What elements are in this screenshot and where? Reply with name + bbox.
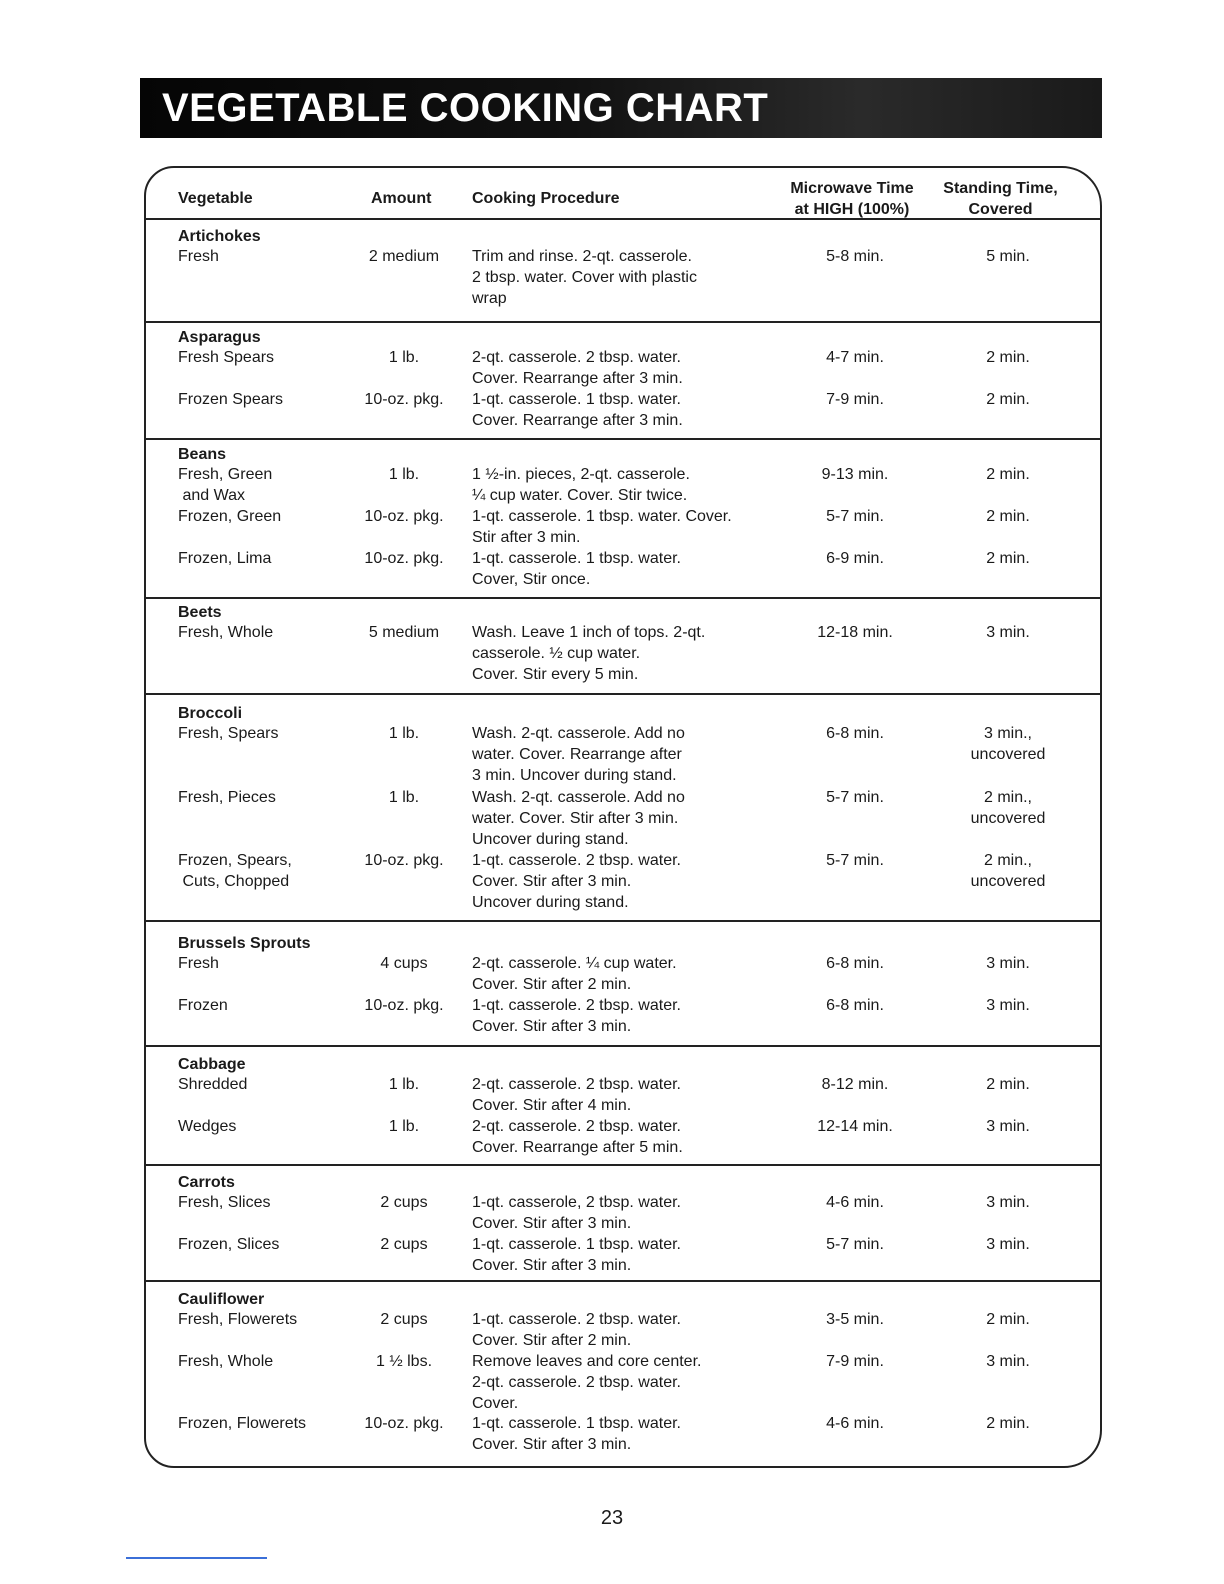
standing-time-cell: 2 min. [986, 1076, 1030, 1093]
procedure-line: 1-qt. casserole. 2 tbsp. water. [472, 1311, 681, 1328]
standing-time-cell: 2 min. [986, 466, 1030, 483]
vegetable-variety: Frozen, Slices [178, 1236, 280, 1253]
amount-cell: 1 lb. [388, 1118, 420, 1135]
procedure-line: 1-qt. casserole. 1 tbsp. water. Cover. [472, 508, 732, 525]
vegetable-variety: Fresh, Slices [178, 1194, 271, 1211]
amount-cell: 2 cups [380, 1194, 428, 1211]
procedure-line: Cover. Rearrange after 3 min. [472, 370, 683, 387]
standing-time-cell: 3 min. [986, 1118, 1030, 1135]
vegetable-variety: Frozen Spears [178, 391, 283, 408]
amount-cell: 1 lb. [388, 466, 420, 483]
procedure-line: 1-qt. casserole. 1 tbsp. water. [472, 1415, 681, 1432]
procedure-line: Cover. Stir after 3 min. [472, 1257, 632, 1274]
procedure-line: 2-qt. casserole. 2 tbsp. water. [472, 1118, 681, 1135]
procedure-line: 1-qt. casserole, 2 tbsp. water. [472, 1194, 681, 1211]
row-divider [144, 438, 1102, 440]
standing-time-cell: 2 min. [986, 1311, 1030, 1328]
procedure-line: casserole. ½ cup water. [472, 645, 641, 662]
header-vegetable: Vegetable [178, 190, 253, 207]
header-standing-line1: Standing Time, [943, 180, 1058, 197]
procedure-line: Cover. Stir after 2 min. [472, 1332, 632, 1349]
procedure-line: 1 ½-in. pieces, 2-qt. casserole. [472, 466, 690, 483]
procedure-line: water. Cover. Stir after 3 min. [472, 810, 679, 827]
vegetable-category: Broccoli [178, 705, 243, 722]
vegetable-variety: Frozen, Spears, [178, 852, 292, 869]
standing-time-cell: 3 min. [986, 624, 1030, 641]
procedure-line: Wash. 2-qt. casserole. Add no [472, 725, 685, 742]
procedure-line: 1-qt. casserole. 2 tbsp. water. [472, 852, 681, 869]
amount-cell: 1 lb. [388, 1076, 420, 1093]
vegetable-category: Beets [178, 604, 222, 621]
procedure-line: 1-qt. casserole. 2 tbsp. water. [472, 997, 681, 1014]
microwave-time-cell: 5-7 min. [826, 1236, 884, 1253]
vegetable-variety: Fresh [178, 955, 219, 972]
standing-time-cell: 3 min. [986, 1194, 1030, 1211]
standing-time-cell: 3 min. [986, 1236, 1030, 1253]
microwave-time-cell: 6-8 min. [826, 955, 884, 972]
microwave-time-cell: 12-14 min. [817, 1118, 893, 1135]
vegetable-variety: Frozen, Green [178, 508, 282, 525]
procedure-line: 1-qt. casserole. 1 tbsp. water. [472, 550, 681, 567]
microwave-time-cell: 4-6 min. [826, 1415, 884, 1432]
vegetable-variety: Fresh [178, 248, 219, 265]
procedure-line: 2 tbsp. water. Cover with plastic [472, 269, 697, 286]
amount-cell: 2 cups [380, 1236, 428, 1253]
microwave-time-cell: 4-7 min. [826, 349, 884, 366]
procedure-line: 2-qt. casserole. 2 tbsp. water. [472, 1374, 681, 1391]
row-divider [144, 693, 1102, 695]
vegetable-variety: Frozen, Lima [178, 550, 272, 567]
standing-time-cell: 2 min., [983, 789, 1032, 806]
procedure-line: Cover. Stir every 5 min. [472, 666, 639, 683]
microwave-time-cell: 12-18 min. [817, 624, 893, 641]
amount-cell: 10-oz. pkg. [364, 391, 444, 408]
procedure-line: 1-qt. casserole. 1 tbsp. water. [472, 391, 681, 408]
vegetable-variety: Fresh, Flowerets [178, 1311, 298, 1328]
procedure-line: Uncover during stand. [472, 894, 629, 911]
amount-cell: 1 lb. [388, 725, 420, 742]
header-standing-line2: Covered [968, 201, 1033, 218]
header-microwave-line2: at HIGH (100%) [794, 201, 910, 218]
standing-time-cell: 2 min. [986, 550, 1030, 567]
microwave-time-cell: 5-7 min. [826, 852, 884, 869]
procedure-line: Wash. 2-qt. casserole. Add no [472, 789, 685, 806]
amount-cell: 1 lb. [388, 349, 420, 366]
procedure-line: Remove leaves and core center. [472, 1353, 702, 1370]
procedure-line: Cover. Stir after 3 min. [472, 1436, 632, 1453]
procedure-line: Cover. Stir after 4 min. [472, 1097, 632, 1114]
vegetable-category: Brussels Sprouts [178, 935, 311, 952]
vegetable-category: Carrots [178, 1174, 235, 1191]
procedure-line: Wash. Leave 1 inch of tops. 2-qt. [472, 624, 706, 641]
row-divider [144, 597, 1102, 599]
procedure-line: Cover. Stir after 3 min. [472, 1018, 632, 1035]
vegetable-variety: Fresh, Pieces [178, 789, 276, 806]
standing-time-cell: 3 min. [986, 997, 1030, 1014]
standing-time-cell: 2 min. [986, 349, 1030, 366]
header-amount: Amount [371, 190, 432, 207]
microwave-time-cell: 7-9 min. [826, 391, 884, 408]
vegetable-category: Cabbage [178, 1056, 246, 1073]
standing-time-cell: 3 min. [986, 1353, 1030, 1370]
procedure-line: 2-qt. casserole. 2 tbsp. water. [472, 1076, 681, 1093]
vegetable-variety: Fresh Spears [178, 349, 275, 366]
row-divider [144, 920, 1102, 922]
standing-time-cell: uncovered [970, 746, 1046, 763]
procedure-line: Cover, Stir once. [472, 571, 591, 588]
procedure-line: 2-qt. casserole. ¼ cup water. [472, 955, 677, 972]
amount-cell: 10-oz. pkg. [364, 1415, 444, 1432]
procedure-line: Trim and rinse. 2-qt. casserole. [472, 248, 692, 265]
microwave-time-cell: 9-13 min. [821, 466, 889, 483]
standing-time-cell: 2 min. [986, 1415, 1030, 1432]
microwave-time-cell: 6-8 min. [826, 997, 884, 1014]
page-title: VEGETABLE COOKING CHART [162, 86, 769, 130]
procedure-line: water. Cover. Rearrange after [472, 746, 682, 763]
standing-time-cell: 2 min. [986, 391, 1030, 408]
procedure-line: Cover. Stir after 3 min. [472, 873, 632, 890]
standing-time-cell: uncovered [970, 810, 1046, 827]
standing-time-cell: 2 min. [986, 508, 1030, 525]
row-divider [144, 1045, 1102, 1047]
amount-cell: 2 medium [368, 248, 440, 265]
standing-time-cell: 3 min. [986, 955, 1030, 972]
amount-cell: 2 cups [380, 1311, 428, 1328]
vegetable-variety: Fresh, Whole [178, 1353, 274, 1370]
procedure-line: Cover. Stir after 3 min. [472, 1215, 632, 1232]
row-divider [144, 321, 1102, 323]
standing-time-cell: uncovered [970, 873, 1046, 890]
vegetable-category: Cauliflower [178, 1291, 265, 1308]
microwave-time-cell: 8-12 min. [821, 1076, 889, 1093]
procedure-line: Cover. Stir after 2 min. [472, 976, 632, 993]
microwave-time-cell: 6-9 min. [826, 550, 884, 567]
procedure-line: 2-qt. casserole. 2 tbsp. water. [472, 349, 681, 366]
microwave-time-cell: 5-8 min. [826, 248, 884, 265]
vegetable-variety: Fresh, Whole [178, 624, 274, 641]
standing-time-cell: 2 min., [983, 852, 1032, 869]
procedure-line: 1-qt. casserole. 1 tbsp. water. [472, 1236, 681, 1253]
row-divider [144, 1164, 1102, 1166]
amount-cell: 1 lb. [388, 789, 420, 806]
vegetable-variety: Frozen [178, 997, 228, 1014]
amount-cell: 10-oz. pkg. [364, 550, 444, 567]
procedure-line: Cover. Rearrange after 5 min. [472, 1139, 683, 1156]
microwave-time-cell: 3-5 min. [826, 1311, 884, 1328]
microwave-time-cell: 7-9 min. [826, 1353, 884, 1370]
page-number: 23 [600, 1507, 624, 1529]
procedure-line: 3 min. Uncover during stand. [472, 767, 677, 784]
procedure-line: wrap [472, 290, 507, 307]
vegetable-category: Artichokes [178, 228, 261, 245]
vegetable-variety: Wedges [178, 1118, 237, 1135]
vegetable-category: Beans [178, 446, 227, 463]
vegetable-variety: Shredded [178, 1076, 248, 1093]
vegetable-variety: and Wax [178, 487, 245, 504]
title-banner [140, 78, 1102, 138]
microwave-time-cell: 5-7 min. [826, 508, 884, 525]
header-procedure: Cooking Procedure [472, 190, 620, 207]
amount-cell: 5 medium [368, 624, 440, 641]
microwave-time-cell: 4-6 min. [826, 1194, 884, 1211]
header-microwave-line1: Microwave Time [790, 180, 914, 197]
vegetable-variety: Cuts, Chopped [178, 873, 290, 890]
procedure-line: Uncover during stand. [472, 831, 629, 848]
amount-cell: 10-oz. pkg. [364, 508, 444, 525]
vegetable-category: Asparagus [178, 329, 261, 346]
procedure-line: Cover. [472, 1395, 519, 1412]
corner-line [126, 1557, 267, 1559]
amount-cell: 4 cups [380, 955, 428, 972]
procedure-line: Cover. Rearrange after 3 min. [472, 412, 683, 429]
vegetable-variety: Fresh, Green [178, 466, 273, 483]
microwave-time-cell: 6-8 min. [826, 725, 884, 742]
procedure-line: Stir after 3 min. [472, 529, 581, 546]
standing-time-cell: 5 min. [986, 248, 1030, 265]
amount-cell: 10-oz. pkg. [364, 997, 444, 1014]
row-divider [144, 218, 1102, 220]
procedure-line: ¼ cup water. Cover. Stir twice. [472, 487, 688, 504]
vegetable-variety: Fresh, Spears [178, 725, 279, 742]
microwave-time-cell: 5-7 min. [826, 789, 884, 806]
amount-cell: 10-oz. pkg. [364, 852, 444, 869]
vegetable-variety: Frozen, Flowerets [178, 1415, 307, 1432]
row-divider [144, 1280, 1102, 1282]
standing-time-cell: 3 min., [983, 725, 1032, 742]
amount-cell: 1 ½ lbs. [375, 1353, 433, 1370]
